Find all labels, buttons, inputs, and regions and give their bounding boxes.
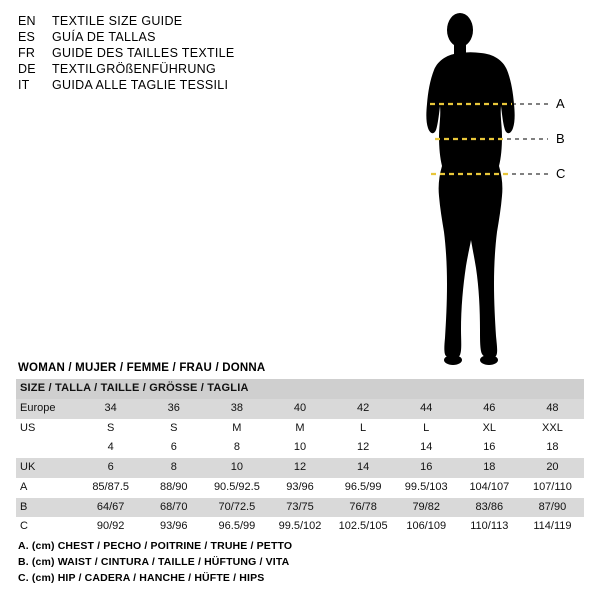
- language-title: GUÍA DE TALLAS: [52, 30, 156, 44]
- row-label: US: [16, 419, 79, 439]
- measurement-legend: [18, 540, 578, 588]
- table-header-label: SIZE / TALLA / TAILLE / GRÖSSE / TAGLIA: [16, 379, 584, 399]
- row-label: Europe: [16, 399, 79, 419]
- cell: 38: [205, 399, 268, 419]
- cell: 99.5/102: [268, 517, 331, 537]
- cell: 12: [332, 438, 395, 458]
- legend-line-c: C. (cm) HIP / CADERA / HANCHE / HÜFTE / HIPS: [18, 572, 265, 584]
- cell: 76/78: [332, 498, 395, 518]
- row-label: B: [16, 498, 79, 518]
- language-title: TEXTILGRÖßENFÜHRUNG: [52, 62, 217, 76]
- language-code: DE: [18, 62, 36, 76]
- cell: 16: [458, 438, 521, 458]
- cell: 10: [268, 438, 331, 458]
- cell: 6: [79, 458, 142, 478]
- legend-line-a: A. (cm) CHEST / PECHO / POITRINE / TRUHE / PETTO: [18, 540, 293, 552]
- cell: 34: [79, 399, 142, 419]
- language-row: [18, 78, 318, 92]
- language-row: [18, 46, 318, 60]
- cell: 40: [268, 399, 331, 419]
- cell: 64/67: [79, 498, 142, 518]
- cell: L: [395, 419, 458, 439]
- language-code: FR: [18, 46, 36, 60]
- cell: 106/109: [395, 517, 458, 537]
- cell: 14: [395, 438, 458, 458]
- cell: XXL: [521, 419, 584, 439]
- cell: 87/90: [521, 498, 584, 518]
- cell: 96.5/99: [332, 478, 395, 498]
- cell: 70/72.5: [205, 498, 268, 518]
- table-row: [16, 399, 584, 419]
- language-code: EN: [18, 14, 36, 28]
- language-row: [18, 30, 318, 44]
- cell: M: [205, 419, 268, 439]
- table-header-row: [16, 379, 584, 399]
- language-title-block: [18, 14, 318, 94]
- cell: 104/107: [458, 478, 521, 498]
- cell: S: [142, 419, 205, 439]
- legend-line-b: B. (cm) WAIST / CINTURA / TAILLE / HÜFTUNG / VITA: [18, 556, 290, 568]
- table-row: [16, 517, 584, 537]
- cell: 85/87.5: [79, 478, 142, 498]
- cell: 99.5/103: [395, 478, 458, 498]
- row-label: C: [16, 517, 79, 537]
- cell: 8: [205, 438, 268, 458]
- marker-label-a: A: [556, 96, 565, 111]
- cell: 114/119: [521, 517, 584, 537]
- cell: 93/96: [142, 517, 205, 537]
- marker-label-c: C: [556, 166, 566, 181]
- language-code: IT: [18, 78, 30, 92]
- cell: 68/70: [142, 498, 205, 518]
- table-row: [16, 419, 584, 439]
- size-table-section: [16, 358, 584, 537]
- cell: 10: [205, 458, 268, 478]
- cell: 110/113: [458, 517, 521, 537]
- size-table: [16, 379, 584, 537]
- marker-label-b: B: [556, 131, 565, 146]
- cell: 48: [521, 399, 584, 419]
- female-silhouette-icon: [426, 13, 514, 365]
- cell: 73/75: [268, 498, 331, 518]
- language-title: TEXTILE SIZE GUIDE: [52, 14, 183, 28]
- row-label: [16, 438, 79, 458]
- cell: 96.5/99: [205, 517, 268, 537]
- cell: 20: [521, 458, 584, 478]
- cell: 93/96: [268, 478, 331, 498]
- cell: 8: [142, 458, 205, 478]
- language-title: GUIDA ALLE TAGLIE TESSILI: [52, 78, 229, 92]
- cell: M: [268, 419, 331, 439]
- row-label: A: [16, 478, 79, 498]
- table-row: [16, 498, 584, 518]
- cell: 14: [332, 458, 395, 478]
- cell: 16: [395, 458, 458, 478]
- cell: 102.5/105: [332, 517, 395, 537]
- cell: 83/86: [458, 498, 521, 518]
- cell: 12: [268, 458, 331, 478]
- language-code: ES: [18, 30, 36, 44]
- cell: XL: [458, 419, 521, 439]
- row-label: UK: [16, 458, 79, 478]
- cell: 46: [458, 399, 521, 419]
- cell: 90.5/92.5: [205, 478, 268, 498]
- cell: L: [332, 419, 395, 439]
- language-row: [18, 14, 318, 28]
- cell: 18: [458, 458, 521, 478]
- table-row: [16, 458, 584, 478]
- cell: 36: [142, 399, 205, 419]
- cell: 44: [395, 399, 458, 419]
- table-row: [16, 478, 584, 498]
- body-figure: [390, 8, 590, 368]
- cell: 79/82: [395, 498, 458, 518]
- table-row: [16, 438, 584, 458]
- section-title: WOMAN / MUJER / FEMME / FRAU / DONNA: [18, 362, 266, 374]
- cell: S: [79, 419, 142, 439]
- cell: 18: [521, 438, 584, 458]
- cell: 42: [332, 399, 395, 419]
- cell: 4: [79, 438, 142, 458]
- cell: 90/92: [79, 517, 142, 537]
- cell: 88/90: [142, 478, 205, 498]
- cell: 107/110: [521, 478, 584, 498]
- cell: 6: [142, 438, 205, 458]
- language-row: [18, 62, 318, 76]
- language-title: GUIDE DES TAILLES TEXTILE: [52, 46, 235, 60]
